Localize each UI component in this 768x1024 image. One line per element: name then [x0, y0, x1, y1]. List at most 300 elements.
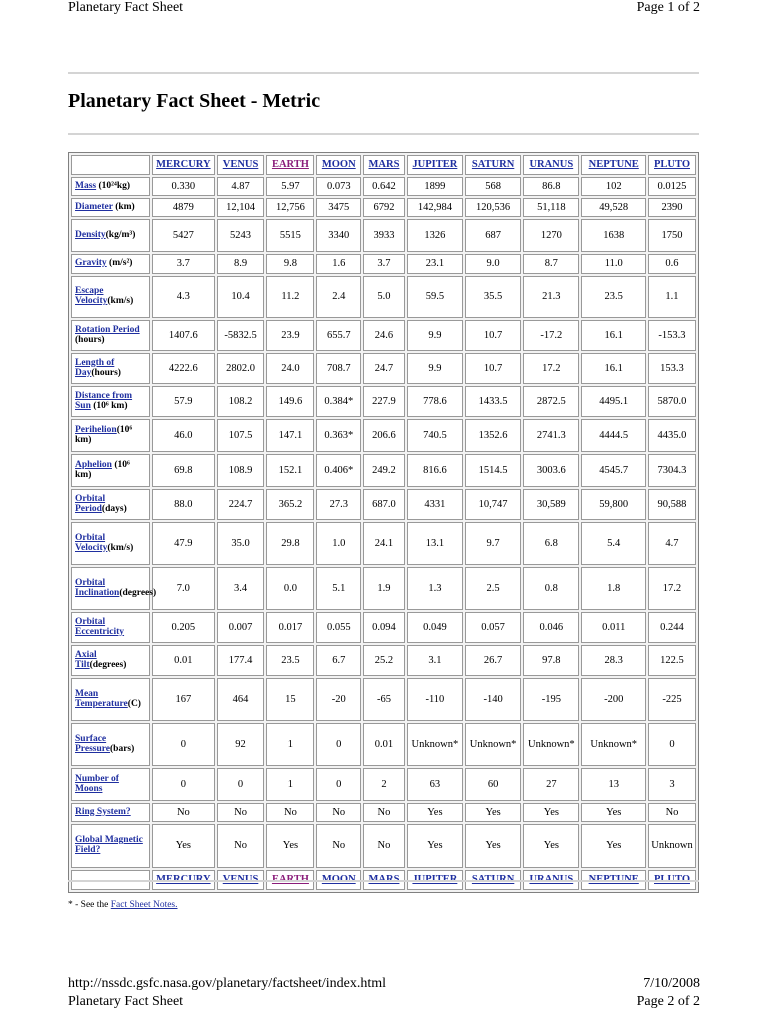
table-cell: 1 — [266, 768, 314, 801]
table-cell: 5.97 — [266, 177, 314, 196]
page-title: Planetary Fact Sheet - Metric — [68, 90, 321, 112]
footer-date: 7/10/2008 — [643, 976, 700, 991]
planet-link-pluto[interactable]: PLUTO — [654, 159, 690, 171]
table-cell: 24.6 — [363, 320, 405, 351]
table-cell: 16.1 — [581, 353, 646, 384]
table-cell: Yes — [581, 803, 646, 822]
table-cell: 2872.5 — [523, 386, 579, 417]
fact-sheet-notes-link[interactable]: Fact Sheet Notes. — [110, 900, 178, 910]
table-cell: 5870.0 — [648, 386, 696, 417]
table-cell: 0 — [316, 723, 361, 766]
row-label-link[interactable]: Orbital Inclination — [75, 577, 120, 598]
table-cell: No — [363, 803, 405, 822]
table-cell: 1899 — [407, 177, 463, 196]
table-cell: 0.363* — [316, 419, 361, 452]
row-label — [71, 276, 150, 318]
table-cell: 107.5 — [217, 419, 265, 452]
row-label — [71, 353, 150, 384]
table-row — [71, 824, 696, 868]
table-cell: 27.3 — [316, 489, 361, 520]
planet-link-earth[interactable]: EARTH — [271, 159, 309, 171]
table-cell: 4.7 — [648, 522, 696, 565]
table-cell: 4222.6 — [152, 353, 214, 384]
table-cell: 0.049 — [407, 612, 463, 643]
table-cell: 29.8 — [266, 522, 314, 565]
table-cell: 1 — [266, 723, 314, 766]
table-cell: 6792 — [363, 198, 405, 217]
table-cell: 3475 — [316, 198, 361, 217]
table-cell: -110 — [407, 678, 463, 721]
row-label — [71, 198, 150, 217]
row-label-unit: (C) — [127, 698, 141, 709]
table-cell: 9.8 — [266, 254, 314, 274]
table-cell: 4444.5 — [581, 419, 646, 452]
planet-link-venus[interactable]: VENUS — [222, 874, 259, 886]
row-label-link[interactable]: Diameter — [75, 201, 113, 212]
planet-header-saturn — [465, 155, 521, 175]
table-cell: 27 — [523, 768, 579, 801]
table-cell: 35.0 — [217, 522, 265, 565]
planet-link-neptune[interactable]: NEPTUNE — [588, 874, 639, 886]
table-cell: 0.0 — [266, 567, 314, 610]
table-cell: 2802.0 — [217, 353, 265, 384]
row-label-link[interactable]: Rotation Period — [75, 324, 140, 335]
table-cell: 177.4 — [217, 645, 265, 676]
table-cell: 0 — [152, 723, 214, 766]
table-row — [71, 678, 696, 721]
row-label — [71, 803, 150, 822]
table-cell: 206.6 — [363, 419, 405, 452]
table-cell: 5.1 — [316, 567, 361, 610]
row-label-unit: (bars) — [110, 743, 135, 754]
table-cell: No — [316, 824, 361, 868]
table-cell: 24.1 — [363, 522, 405, 565]
table-cell: 1.3 — [407, 567, 463, 610]
table-cell: 10.4 — [217, 276, 265, 318]
planet-link-mars[interactable]: MARS — [368, 159, 400, 171]
planet-link-saturn[interactable]: SATURN — [471, 874, 515, 886]
table-corner-cell — [71, 155, 150, 175]
table-cell: 7.0 — [152, 567, 214, 610]
table-cell: 63 — [407, 768, 463, 801]
planet-link-earth[interactable]: EARTH — [271, 874, 309, 886]
row-label-link[interactable]: Density — [75, 229, 106, 240]
row-label — [71, 320, 150, 351]
table-cell: 102 — [581, 177, 646, 196]
table-cell: 0.330 — [152, 177, 214, 196]
row-label-link[interactable]: Number of Moons — [75, 773, 119, 794]
planet-header-pluto — [648, 155, 696, 175]
table-cell: 167 — [152, 678, 214, 721]
row-label-link[interactable]: Orbital Period — [75, 493, 106, 514]
table-cell: 5.0 — [363, 276, 405, 318]
footer-title: Planetary Fact Sheet — [68, 994, 184, 1009]
row-label — [71, 612, 150, 643]
table-row — [71, 276, 696, 318]
table-cell: No — [217, 803, 265, 822]
planet-header-venus — [217, 155, 265, 175]
table-cell: Unknown* — [581, 723, 646, 766]
table-cell: 6.8 — [523, 522, 579, 565]
row-label-unit: (degrees) — [119, 587, 157, 598]
table-row — [71, 723, 696, 766]
table-cell: 24.0 — [266, 353, 314, 384]
table-cell: 108.9 — [217, 454, 265, 487]
table-cell: 3.7 — [363, 254, 405, 274]
row-label — [71, 454, 150, 487]
table-cell: 568 — [465, 177, 521, 196]
divider — [68, 133, 699, 135]
row-label-unit: (km) — [112, 201, 135, 212]
row-label-unit: (kg/m³) — [105, 229, 136, 240]
planet-link-pluto[interactable]: PLUTO — [654, 874, 690, 886]
table-cell: 122.5 — [648, 645, 696, 676]
row-label-unit: (degrees) — [89, 659, 127, 670]
table-cell: 3 — [648, 768, 696, 801]
table-cell: 0 — [152, 768, 214, 801]
table-cell: 3.4 — [217, 567, 265, 610]
table-cell: 49,528 — [581, 198, 646, 217]
table-row — [71, 803, 696, 822]
table-cell: 8.7 — [523, 254, 579, 274]
planet-header-mercury — [152, 155, 214, 175]
row-label-unit: (km/s) — [107, 542, 134, 553]
planet-header-row-top — [71, 155, 696, 175]
planet-link-mercury[interactable]: MERCURY — [156, 874, 211, 886]
row-label-link[interactable]: Orbital Eccentricity — [75, 616, 125, 637]
table-cell: 11.0 — [581, 254, 646, 274]
table-cell: -5832.5 — [217, 320, 265, 351]
table-cell: 90,588 — [648, 489, 696, 520]
table-row — [71, 320, 696, 351]
table-cell: No — [217, 824, 265, 868]
planet-link-venus[interactable]: VENUS — [222, 159, 259, 171]
table-row — [71, 454, 696, 487]
table-cell: 5427 — [152, 219, 214, 252]
table-cell: 142,984 — [407, 198, 463, 217]
table-cell: 3.7 — [152, 254, 214, 274]
table-cell: 60 — [465, 768, 521, 801]
table-cell: 30,589 — [523, 489, 579, 520]
table-cell: Yes — [465, 824, 521, 868]
table-cell: No — [648, 803, 696, 822]
row-label — [71, 419, 150, 452]
row-label-unit: (10⁶ km) — [75, 459, 130, 480]
row-label — [71, 723, 150, 766]
table-cell: 5.4 — [581, 522, 646, 565]
table-cell: Yes — [523, 803, 579, 822]
footnote-text: * - See the — [68, 900, 111, 910]
table-cell: 12,756 — [266, 198, 314, 217]
row-label-link[interactable]: Mean Temperature — [75, 688, 128, 709]
table-cell: 0.0125 — [648, 177, 696, 196]
table-cell: No — [363, 824, 405, 868]
table-cell: 708.7 — [316, 353, 361, 384]
table-cell: 2.4 — [316, 276, 361, 318]
table-cell: 4331 — [407, 489, 463, 520]
table-cell: 687.0 — [363, 489, 405, 520]
table-cell: 0.017 — [266, 612, 314, 643]
table-cell: 687 — [465, 219, 521, 252]
table-cell: -153.3 — [648, 320, 696, 351]
table-cell: Yes — [465, 803, 521, 822]
row-label-link[interactable]: Axial Tilt — [75, 649, 97, 670]
row-label-link[interactable]: Length of Day — [75, 357, 115, 378]
table-cell: 9.7 — [465, 522, 521, 565]
table-cell: Unknown — [648, 824, 696, 868]
table-cell: 51,118 — [523, 198, 579, 217]
table-cell: 92 — [217, 723, 265, 766]
table-cell: 3933 — [363, 219, 405, 252]
table-cell: 0.007 — [217, 612, 265, 643]
planet-link-moon[interactable]: MOON — [321, 159, 356, 171]
table-cell: 464 — [217, 678, 265, 721]
row-label-link[interactable]: Gravity — [75, 258, 107, 269]
table-cell: 2.5 — [465, 567, 521, 610]
table-cell: 0.046 — [523, 612, 579, 643]
table-cell: 4545.7 — [581, 454, 646, 487]
table-cell: 0.642 — [363, 177, 405, 196]
table-row — [71, 612, 696, 643]
planet-link-neptune[interactable]: NEPTUNE — [588, 159, 639, 171]
row-label — [71, 489, 150, 520]
planet-link-jupiter[interactable]: JUPITER — [412, 874, 458, 886]
table-cell: 0 — [648, 723, 696, 766]
table-cell: 149.6 — [266, 386, 314, 417]
table-cell: Yes — [581, 824, 646, 868]
row-label-unit: (m/s²) — [106, 258, 133, 269]
table-cell: 120,536 — [465, 198, 521, 217]
row-label-link[interactable]: Global Magnetic Field? — [75, 835, 143, 855]
table-cell: 2741.3 — [523, 419, 579, 452]
table-cell: 4.3 — [152, 276, 214, 318]
table-cell: 655.7 — [316, 320, 361, 351]
table-cell: 23.9 — [266, 320, 314, 351]
table-cell: 1.8 — [581, 567, 646, 610]
table-cell: 1750 — [648, 219, 696, 252]
table-cell: Unknown* — [407, 723, 463, 766]
table-cell: 3003.6 — [523, 454, 579, 487]
page-header-title: Planetary Fact Sheet — [68, 0, 184, 15]
table-cell: 23.5 — [581, 276, 646, 318]
table-cell: 5243 — [217, 219, 265, 252]
table-cell: -17.2 — [523, 320, 579, 351]
table-cell: 10,747 — [465, 489, 521, 520]
footer-page-number: Page 2 of 2 — [636, 994, 700, 1009]
table-cell: 1407.6 — [152, 320, 214, 351]
table-cell: 0.01 — [363, 723, 405, 766]
row-label-unit: (hours) — [91, 367, 121, 378]
table-cell: No — [266, 803, 314, 822]
table-cell: 0 — [316, 768, 361, 801]
row-label — [71, 386, 150, 417]
row-label-unit: (10⁶ km) — [90, 400, 128, 411]
table-row — [71, 177, 696, 196]
table-cell: 23.1 — [407, 254, 463, 274]
row-label-link[interactable]: Aphelion — [75, 459, 112, 470]
row-label-link[interactable]: Distance from Sun — [75, 390, 133, 411]
table-cell: 26.7 — [465, 645, 521, 676]
table-row — [71, 254, 696, 274]
table-cell: Yes — [407, 803, 463, 822]
table-row — [71, 353, 696, 384]
table-cell: 152.1 — [266, 454, 314, 487]
planet-header-neptune — [581, 155, 646, 175]
planet-header-uranus — [523, 155, 579, 175]
table-cell: 1638 — [581, 219, 646, 252]
table-cell: 6.7 — [316, 645, 361, 676]
table-cell: 47.9 — [152, 522, 214, 565]
planet-header-jupiter — [407, 155, 463, 175]
row-label — [71, 177, 150, 196]
table-cell: 10.7 — [465, 353, 521, 384]
table-cell: 13.1 — [407, 522, 463, 565]
table-cell: 17.2 — [523, 353, 579, 384]
row-label-unit: (10²⁴kg) — [96, 180, 131, 191]
row-label — [71, 768, 150, 801]
table-cell: 16.1 — [581, 320, 646, 351]
table-row — [71, 419, 696, 452]
table-cell: 1.6 — [316, 254, 361, 274]
planet-header-earth — [266, 155, 314, 175]
planet-link-saturn[interactable]: SATURN — [471, 159, 515, 171]
table-cell: 25.2 — [363, 645, 405, 676]
table-cell: 97.8 — [523, 645, 579, 676]
table-cell: 12,104 — [217, 198, 265, 217]
table-cell: 108.2 — [217, 386, 265, 417]
table-cell: 227.9 — [363, 386, 405, 417]
planet-header-mars — [363, 155, 405, 175]
divider — [68, 72, 699, 74]
table-cell: 21.3 — [523, 276, 579, 318]
table-cell: 88.0 — [152, 489, 214, 520]
table-cell: 0.01 — [152, 645, 214, 676]
row-label-unit: (days) — [101, 503, 127, 514]
table-cell: No — [316, 803, 361, 822]
table-cell: 740.5 — [407, 419, 463, 452]
table-cell: 57.9 — [152, 386, 214, 417]
table-cell: 816.6 — [407, 454, 463, 487]
table-row — [71, 567, 696, 610]
table-cell: 1352.6 — [465, 419, 521, 452]
table-row — [71, 522, 696, 565]
planet-link-uranus[interactable]: URANUS — [529, 159, 574, 171]
table-cell: 249.2 — [363, 454, 405, 487]
table-cell: 17.2 — [648, 567, 696, 610]
row-label-link[interactable]: Ring System? — [75, 806, 131, 817]
table-cell: 15 — [266, 678, 314, 721]
table-cell: 0 — [217, 768, 265, 801]
table-cell: 13 — [581, 768, 646, 801]
table-cell: 11.2 — [266, 276, 314, 318]
table-cell: 69.8 — [152, 454, 214, 487]
row-label — [71, 219, 150, 252]
fact-table-container — [68, 152, 699, 893]
planet-link-uranus[interactable]: URANUS — [529, 874, 574, 886]
table-cell: 10.7 — [465, 320, 521, 351]
row-label — [71, 824, 150, 868]
table-cell: 1270 — [523, 219, 579, 252]
table-cell: Unknown* — [523, 723, 579, 766]
row-label — [71, 522, 150, 565]
table-cell: -20 — [316, 678, 361, 721]
table-row — [71, 768, 696, 801]
table-cell: 0.073 — [316, 177, 361, 196]
planet-link-mercury[interactable]: MERCURY — [156, 159, 211, 171]
row-label-unit: (hours) — [75, 334, 105, 345]
table-cell: 1.0 — [316, 522, 361, 565]
planet-link-mars[interactable]: MARS — [368, 874, 400, 886]
table-cell: -140 — [465, 678, 521, 721]
table-cell: 1326 — [407, 219, 463, 252]
table-row — [71, 198, 696, 217]
table-cell: 9.0 — [465, 254, 521, 274]
row-label — [71, 645, 150, 676]
row-label-link[interactable]: Escape Velocity — [75, 286, 108, 306]
table-cell: No — [152, 803, 214, 822]
table-cell: 3340 — [316, 219, 361, 252]
row-label-link[interactable]: Perihelion — [75, 424, 117, 435]
table-cell: 4495.1 — [581, 386, 646, 417]
table-cell: 0.406* — [316, 454, 361, 487]
table-cell: 0.057 — [465, 612, 521, 643]
table-cell: 86.8 — [523, 177, 579, 196]
table-cell: Yes — [523, 824, 579, 868]
planet-link-jupiter[interactable]: JUPITER — [412, 159, 458, 171]
row-label-link[interactable]: Mass — [75, 180, 97, 191]
table-cell: 1514.5 — [465, 454, 521, 487]
table-row — [71, 386, 696, 417]
table-cell: 3.1 — [407, 645, 463, 676]
row-label — [71, 678, 150, 721]
table-cell: -225 — [648, 678, 696, 721]
table-cell: 0.384* — [316, 386, 361, 417]
table-cell: 8.9 — [217, 254, 265, 274]
table-cell: 4435.0 — [648, 419, 696, 452]
table-cell: 0.011 — [581, 612, 646, 643]
table-cell: 1433.5 — [465, 386, 521, 417]
footer-url: http://nssdc.gsfc.nasa.gov/planetary/factsheet/index.html — [68, 976, 387, 991]
table-cell: 28.3 — [581, 645, 646, 676]
table-cell: 1.1 — [648, 276, 696, 318]
table-cell: 0.055 — [316, 612, 361, 643]
table-cell: 0.205 — [152, 612, 214, 643]
page-number: Page 1 of 2 — [636, 0, 700, 15]
table-cell: 59.5 — [407, 276, 463, 318]
row-label-link[interactable]: Orbital Velocity — [75, 532, 108, 553]
row-label — [71, 567, 157, 610]
table-row — [71, 489, 696, 520]
planet-header-moon — [316, 155, 361, 175]
table-cell: -195 — [523, 678, 579, 721]
row-label-unit: (km/s) — [107, 296, 134, 306]
row-label-unit: (10⁶ km) — [75, 424, 133, 445]
table-cell: Unknown* — [465, 723, 521, 766]
table-cell: 778.6 — [407, 386, 463, 417]
table-cell: 24.7 — [363, 353, 405, 384]
table-cell: 365.2 — [266, 489, 314, 520]
row-label-link[interactable]: Surface Pressure — [75, 733, 111, 754]
planet-link-moon[interactable]: MOON — [321, 874, 356, 886]
table-cell: -200 — [581, 678, 646, 721]
table-cell: 35.5 — [465, 276, 521, 318]
table-cell: 147.1 — [266, 419, 314, 452]
table-cell: 0.8 — [523, 567, 579, 610]
table-cell: 0.244 — [648, 612, 696, 643]
table-cell: 9.9 — [407, 353, 463, 384]
table-cell: 2 — [363, 768, 405, 801]
table-cell: 5515 — [266, 219, 314, 252]
